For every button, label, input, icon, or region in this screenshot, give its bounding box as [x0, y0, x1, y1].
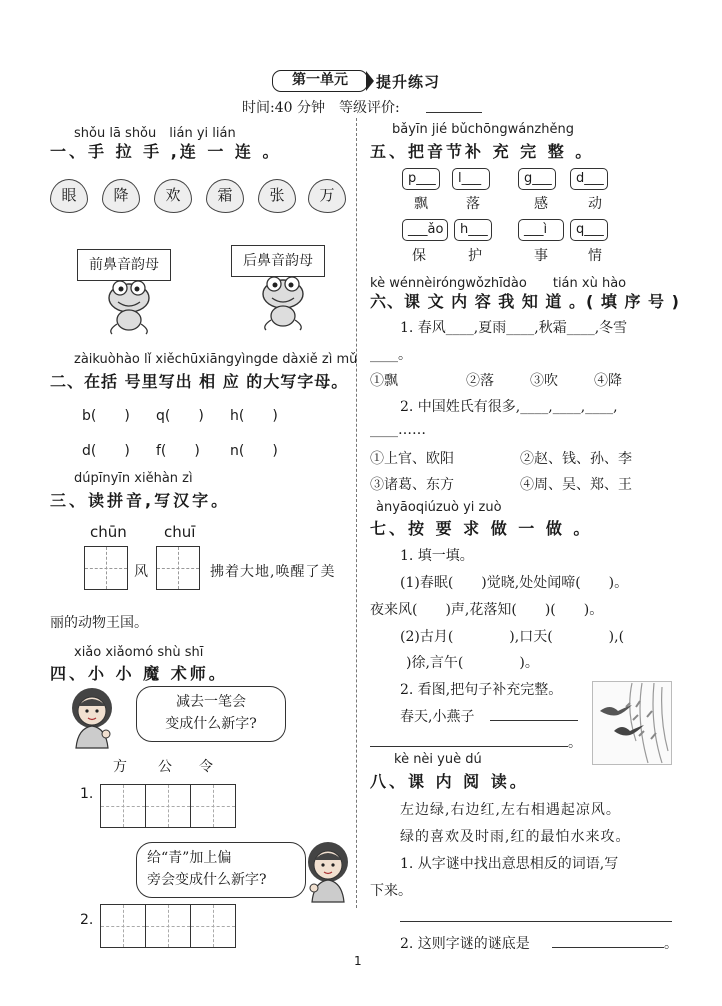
syllable-slot[interactable]: h___ — [454, 219, 492, 241]
page-title: 提升练习 — [376, 73, 441, 91]
riddle-line-1: 左边绿,右边红,左右相遇起凉风。 — [400, 802, 621, 818]
blank-n[interactable]: n( ) — [230, 443, 278, 459]
opposite-words-blank[interactable] — [400, 921, 672, 922]
s5-heading: 五、把音节补 充 完 整 。 — [370, 142, 595, 161]
s8-heading: 八、课 内 阅 读。 — [370, 772, 529, 791]
word-hu: 护 — [468, 248, 482, 264]
leaf-row — [50, 179, 340, 219]
s3-sentence-1: 拂着大地,唤醒了美 — [210, 564, 336, 580]
blank-f[interactable]: f( ) — [156, 443, 200, 459]
option-jiang: ④降 — [594, 373, 622, 389]
s8-q2-end: 。 — [664, 936, 678, 952]
s8-q2: 2. 这则字谜的谜底是 — [400, 936, 530, 952]
s4-num-1: 1. — [80, 786, 94, 802]
unit-label: 第一单元 — [272, 70, 368, 92]
s7-line-8: 。 — [568, 735, 582, 751]
word-bao: 保 — [412, 248, 426, 264]
title-arrow-icon — [366, 71, 374, 91]
option-luo: ②落 — [466, 373, 494, 389]
s3-sentence-2: 丽的动物王国。 — [50, 615, 148, 631]
syllable-row-2 — [402, 219, 622, 243]
char-gong: 公 — [158, 759, 172, 775]
option-zhao: ②赵、钱、孙、李 — [520, 451, 632, 467]
s6-q1-line2: ____。 — [370, 347, 412, 363]
leaf-char[interactable]: 欢 — [154, 179, 192, 213]
s7-line-5: )徐,言午( )。 — [392, 655, 539, 671]
word-gan: 感 — [534, 196, 548, 212]
swallow-willow-picture — [592, 681, 672, 765]
bubble-add-radical: 给“青”加上偏 旁会变成什么新字? — [136, 842, 306, 898]
frog-icon — [104, 280, 154, 336]
word-piao: 飘 — [414, 196, 428, 212]
option-zhuge: ③诸葛、东方 — [370, 477, 454, 493]
word-luo: 落 — [466, 196, 480, 212]
leaf-char[interactable]: 张 — [258, 179, 296, 213]
write-box-chun[interactable] — [84, 546, 128, 590]
char-ling: 令 — [199, 759, 213, 775]
option-shangguan: ①上官、欧阳 — [370, 451, 454, 467]
answer-grid-1[interactable] — [100, 784, 236, 828]
swallow-answer-blank[interactable] — [490, 720, 578, 721]
s6-q2-line2: ____…… — [370, 422, 426, 438]
option-chui: ③吹 — [530, 373, 558, 389]
s7-line-1: 1. 填一填。 — [400, 548, 474, 564]
s7-line-7: 春天,小燕子 — [400, 709, 475, 725]
leaf-char[interactable]: 霜 — [206, 179, 244, 213]
syllable-slot[interactable]: d___ — [570, 168, 608, 190]
s2-pinyin: zàikuòhào lǐ xiěchūxiāngyìngde dàxiě zì mǔ — [74, 352, 358, 367]
pinyin-chui: chuī — [164, 523, 196, 541]
s7-pinyin: ànyāoqiúzuò yi zuò — [376, 500, 502, 515]
s7-line-3: 夜来风( )声,花落知( )( )。 — [370, 602, 604, 618]
leaf-char[interactable]: 眼 — [50, 179, 88, 213]
blank-b[interactable]: b( ) — [82, 408, 130, 424]
girl-icon — [298, 838, 358, 904]
s3-heading: 三、读拼音,写汉字。 — [50, 491, 231, 510]
word-shi: 事 — [534, 248, 548, 264]
option-zhou: ④周、吴、郑、王 — [520, 477, 632, 493]
answer-grid-2[interactable] — [100, 904, 236, 948]
blank-q[interactable]: q( ) — [156, 408, 204, 424]
syllable-row-1 — [402, 168, 622, 192]
front-nasal-sign[interactable]: 前鼻音韵母 — [77, 249, 171, 281]
s1-heading: 一、手 拉 手 ,连 一 连 。 — [50, 142, 282, 161]
word-dong: 动 — [588, 196, 602, 212]
syllable-slot[interactable]: ___ǎo — [402, 219, 448, 241]
s2-heading: 二、在括 号里写出 相 应 的大写字母。 — [50, 372, 349, 391]
column-divider — [356, 118, 357, 908]
riddle-answer-blank[interactable] — [552, 947, 664, 948]
s6-heading: 六、课 文 内 容 我 知 道 。( 填 序 号 ) — [370, 292, 680, 311]
s7-line-4: (2)古月( ),口天( ),( — [400, 629, 625, 645]
back-nasal-sign[interactable]: 后鼻音韵母 — [231, 245, 325, 277]
riddle-line-2: 绿的喜欢及时雨,红的最怕水来攻。 — [400, 829, 631, 845]
s4-num-2: 2. — [80, 912, 94, 928]
s6-q1-line1: 1. 春风____,夏雨____,秋霜____,冬雪 — [400, 320, 628, 336]
s3-pinyin: dúpīnyīn xiěhàn zì — [74, 471, 193, 486]
s8-q1-line2: 下来。 — [370, 883, 412, 899]
swallow-answer-blank-2[interactable] — [370, 746, 568, 747]
blank-h[interactable]: h( ) — [230, 408, 278, 424]
word-qing: 情 — [588, 248, 602, 264]
s1-pinyin: shǒu lā shǒu lián yi lián — [74, 126, 236, 141]
syllable-slot[interactable]: ___ì — [518, 219, 564, 241]
syllable-slot[interactable]: p___ — [402, 168, 440, 190]
s4-heading: 四、小 小 魔 术师。 — [50, 664, 228, 683]
girl-icon — [62, 684, 126, 750]
s8-pinyin: kè nèi yuè dú — [394, 752, 482, 767]
pinyin-chun: chūn — [90, 523, 127, 541]
page-number: 1 — [354, 954, 362, 968]
s6-q2-line1: 2. 中国姓氏有很多,____,____,____, — [400, 399, 618, 415]
syllable-slot[interactable]: g___ — [518, 168, 556, 190]
frog-icon — [258, 276, 308, 332]
char-feng: 风 — [134, 564, 148, 580]
s5-pinyin: bǎyīn jié bǔchōngwánzhěng — [392, 122, 574, 137]
s6-pinyin: kè wénnèiróngwǒzhīdào tián xù hào — [370, 276, 627, 291]
s7-line-6: 2. 看图,把句子补充完整。 — [400, 682, 563, 698]
time-grade-label: 时间:40 分钟 等级评价: — [242, 100, 400, 116]
s4-pinyin: xiǎo xiǎomó shù shī — [74, 645, 204, 660]
grade-blank[interactable] — [426, 112, 482, 113]
leaf-char[interactable]: 万 — [308, 179, 346, 213]
s8-q1-line1: 1. 从字谜中找出意思相反的词语,写 — [400, 856, 619, 872]
s7-line-2: (1)春眠( )觉晓,处处闻啼( )。 — [400, 575, 629, 591]
bubble-minus-stroke: 减去一笔会 变成什么新字? — [136, 686, 286, 742]
syllable-slot[interactable]: l___ — [452, 168, 490, 190]
leaf-char[interactable]: 降 — [102, 179, 140, 213]
write-box-chui[interactable] — [156, 546, 200, 590]
option-piao: ①飘 — [370, 373, 398, 389]
blank-d[interactable]: d( ) — [82, 443, 130, 459]
syllable-slot[interactable]: q___ — [570, 219, 608, 241]
s7-heading: 七、按 要 求 做 一 做 。 — [370, 519, 593, 538]
char-fang: 方 — [113, 759, 127, 775]
